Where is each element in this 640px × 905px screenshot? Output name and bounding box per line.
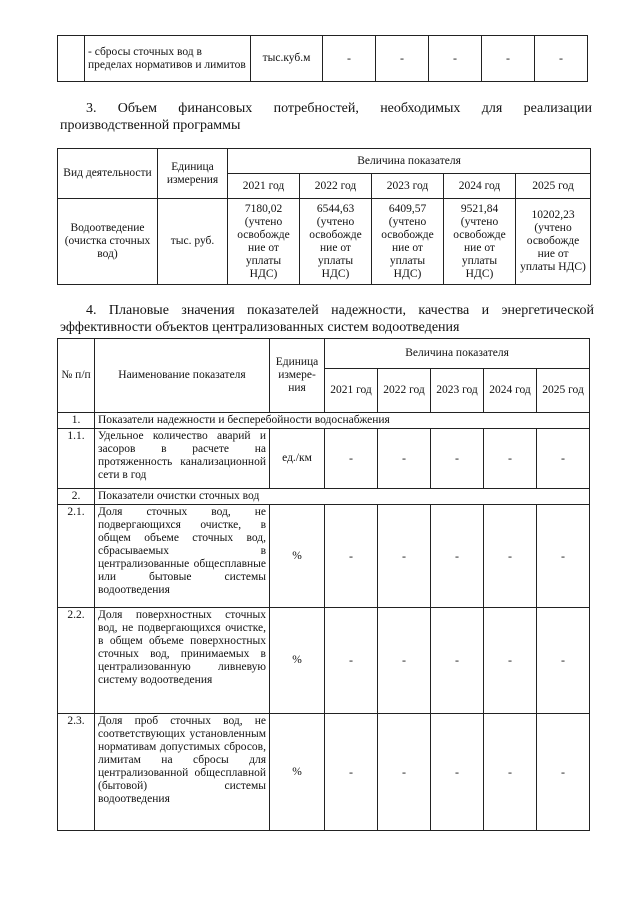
col-value-header: Величина показателя <box>325 339 590 369</box>
section4-heading <box>60 302 594 336</box>
amount-cell <box>516 199 591 285</box>
value-cell: - <box>431 714 484 831</box>
value-cell: - <box>431 505 484 608</box>
col-value-header: Величина показателя <box>228 149 591 174</box>
amount-cell <box>444 199 516 285</box>
year-header: 2024 год <box>444 174 516 199</box>
section-row <box>58 413 590 429</box>
amount-cell <box>300 199 372 285</box>
indicator-name: Доля проб сточных вод, не соответствующих установленным нормативам допустимых сбросов, лимитам на сбросы для централизованной общесплавной (бытовой) системы водоотведения <box>95 714 270 831</box>
table-row <box>58 608 590 714</box>
row-number: 2.1. <box>58 505 95 608</box>
table-row <box>58 429 590 489</box>
value-cell: - <box>325 608 378 714</box>
amount-value: 6544,63 <box>316 202 355 215</box>
value-cell: - <box>484 429 537 489</box>
value-cell: - <box>376 36 429 82</box>
section-title: Показатели очистки сточных вод <box>95 489 590 505</box>
amount-value: 10202,23 <box>531 209 575 221</box>
value-cell: - <box>429 36 482 82</box>
indicator-name: - сбросы сточных вод в пределах нормативов и лимитов <box>85 36 251 82</box>
year-header: 2022 год <box>378 369 431 413</box>
section-title: Показатели надежности и бесперебойности водоснабжения <box>95 413 590 429</box>
section3-heading-line2: производственной программы <box>60 118 241 133</box>
value-cell: - <box>482 36 535 82</box>
value-cell: - <box>378 505 431 608</box>
col-activity-header: Вид деятельности <box>58 149 158 199</box>
row-number: 2.3. <box>58 714 95 831</box>
year-header: 2023 год <box>372 174 444 199</box>
year-header: 2021 год <box>228 174 300 199</box>
vat-note: (учтено освобожде ние от уплаты НДС) <box>309 215 362 280</box>
year-header: 2024 год <box>484 369 537 413</box>
year-header: 2022 год <box>300 174 372 199</box>
unit-cell: тыс. руб. <box>158 199 228 285</box>
value-cell: - <box>325 714 378 831</box>
value-cell: - <box>537 429 590 489</box>
empty-cell <box>58 36 85 82</box>
col-name-header: Наименование показателя <box>95 339 270 413</box>
value-cell: - <box>537 714 590 831</box>
vat-note: (учтено освобожде ние от уплаты НДС) <box>453 215 506 280</box>
activity-cell: Водоотведение (очистка сточных вод) <box>58 199 158 285</box>
value-cell: - <box>537 505 590 608</box>
value-cell: - <box>323 36 376 82</box>
year-header: 2025 год <box>516 174 591 199</box>
col-unit-header: Единица измере-ния <box>270 339 325 413</box>
continuation-table <box>57 35 588 82</box>
col-unit-header: Единица измерения <box>158 149 228 199</box>
value-cell: - <box>431 429 484 489</box>
row-number: 2.2. <box>58 608 95 714</box>
vat-note: (учтено освобожде ние от уплаты НДС) <box>381 215 434 280</box>
vat-note: (учтено освобожде ние от уплаты НДС) <box>237 215 290 280</box>
unit-cell: % <box>270 714 325 831</box>
vat-note: (учтено освобожде ние от уплаты НДС) <box>520 222 586 273</box>
section3-heading-line1: 3. Объем финансовых потребностей, необходимых для реализации <box>86 101 592 116</box>
amount-value: 6409,57 <box>388 202 427 215</box>
unit-cell: тыс.куб.м <box>251 36 323 82</box>
table-row <box>58 199 591 285</box>
unit-cell: % <box>270 505 325 608</box>
value-cell: - <box>325 429 378 489</box>
year-header: 2023 год <box>431 369 484 413</box>
value-cell: - <box>537 608 590 714</box>
value-cell: - <box>378 714 431 831</box>
section3-heading <box>60 100 592 134</box>
value-cell: - <box>325 505 378 608</box>
financial-needs-table <box>57 148 591 285</box>
section4-heading-line2: эффективности объектов централизованных систем водоотведения <box>60 320 460 335</box>
col-num-header: № п/п <box>58 339 95 413</box>
amount-value: 7180,02 <box>244 202 283 215</box>
row-number: 1. <box>58 413 95 429</box>
value-cell: - <box>378 429 431 489</box>
table-header-row <box>58 339 590 369</box>
section4-heading-line1: 4. Плановые значения показателей надежности, качества и энергетической <box>86 303 594 318</box>
section-row <box>58 489 590 505</box>
unit-cell: % <box>270 608 325 714</box>
table-row <box>58 505 590 608</box>
value-cell: - <box>431 608 484 714</box>
amount-cell <box>228 199 300 285</box>
indicator-name: Доля сточных вод, не подвергающихся очистке, в общем объеме сточных вод, сбрасываемых в централизованные общесплавные или бытовые системы водоотведения <box>95 505 270 608</box>
indicators-table <box>57 338 590 831</box>
value-cell: - <box>484 608 537 714</box>
year-header: 2025 год <box>537 369 590 413</box>
unit-cell: ед./км <box>270 429 325 489</box>
table-header-row <box>58 149 591 174</box>
table-row <box>58 36 588 82</box>
value-cell: - <box>484 714 537 831</box>
year-header: 2021 год <box>325 369 378 413</box>
value-cell: - <box>535 36 588 82</box>
row-number: 2. <box>58 489 95 505</box>
value-cell: - <box>378 608 431 714</box>
row-number: 1.1. <box>58 429 95 489</box>
amount-cell <box>372 199 444 285</box>
indicator-name: Доля поверхностных сточных вод, не подвергающихся очистке, в общем объеме поверхностных сточных вод, принимаемых в централизованную ливневую систему водоотведения <box>95 608 270 714</box>
value-cell: - <box>484 505 537 608</box>
table-row <box>58 714 590 831</box>
indicator-name: Удельное количество аварий и засоров в расчете на протяженность канализационной сети в год <box>95 429 270 489</box>
amount-value: 9521,84 <box>460 202 499 215</box>
